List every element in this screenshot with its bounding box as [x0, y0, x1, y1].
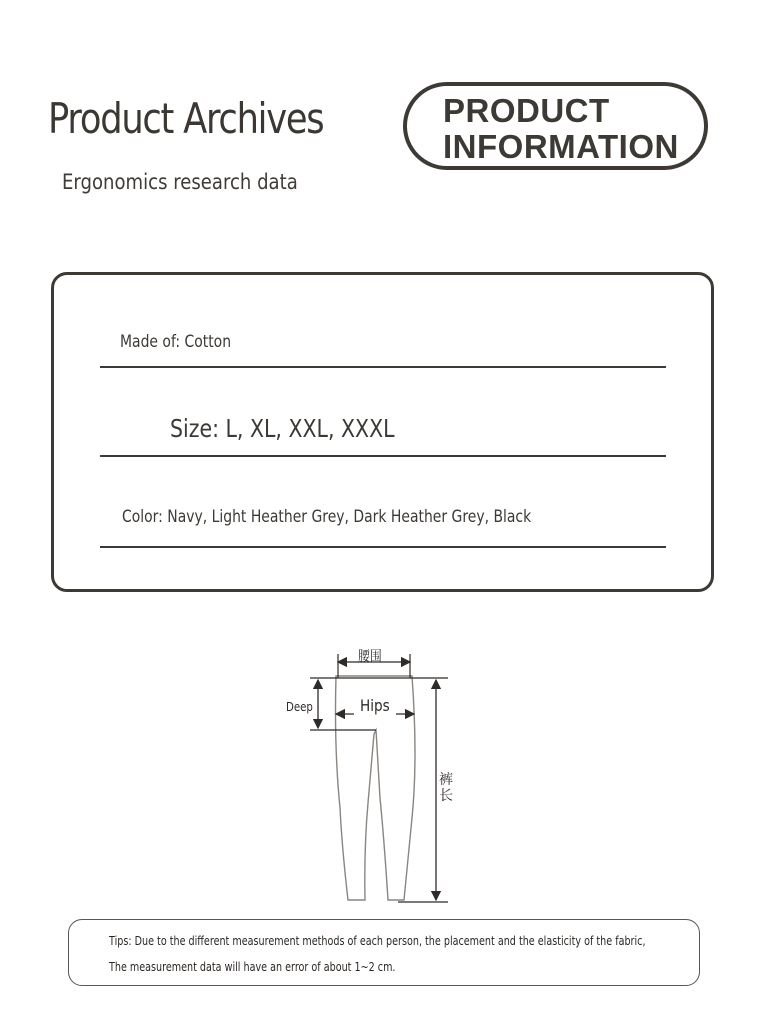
product-information-badge — [403, 82, 708, 170]
page-subtitle: Ergonomics research data — [62, 170, 298, 194]
size-text: Size: L, XL, XXL, XXXL — [170, 414, 395, 443]
waist-label: 腰围 — [358, 649, 382, 665]
tip-text-line-2: The measurement data will have an error of about 1~2 cm. — [109, 960, 396, 974]
size-measurement-diagram — [270, 638, 470, 908]
hips-label: Hips — [360, 696, 390, 715]
divider — [100, 546, 666, 548]
page-title: Product Archives — [48, 94, 324, 143]
tip-text-line-1: Tips: Due to the different measurement methods of each person, the placement and the elasticity of the fabric, — [109, 934, 646, 948]
divider — [100, 455, 666, 457]
material-text: Made of: Cotton — [120, 332, 232, 352]
badge-line-1: PRODUCT — [443, 92, 610, 129]
length-label: 裤长 — [439, 772, 453, 804]
tips-box — [68, 919, 700, 986]
deep-label: Deep — [286, 700, 313, 714]
divider — [100, 366, 666, 368]
product-details-card — [51, 272, 714, 592]
badge-line-2: INFORMATION — [443, 128, 679, 165]
color-text: Color: Navy, Light Heather Grey, Dark Heather Grey, Black — [122, 507, 532, 527]
